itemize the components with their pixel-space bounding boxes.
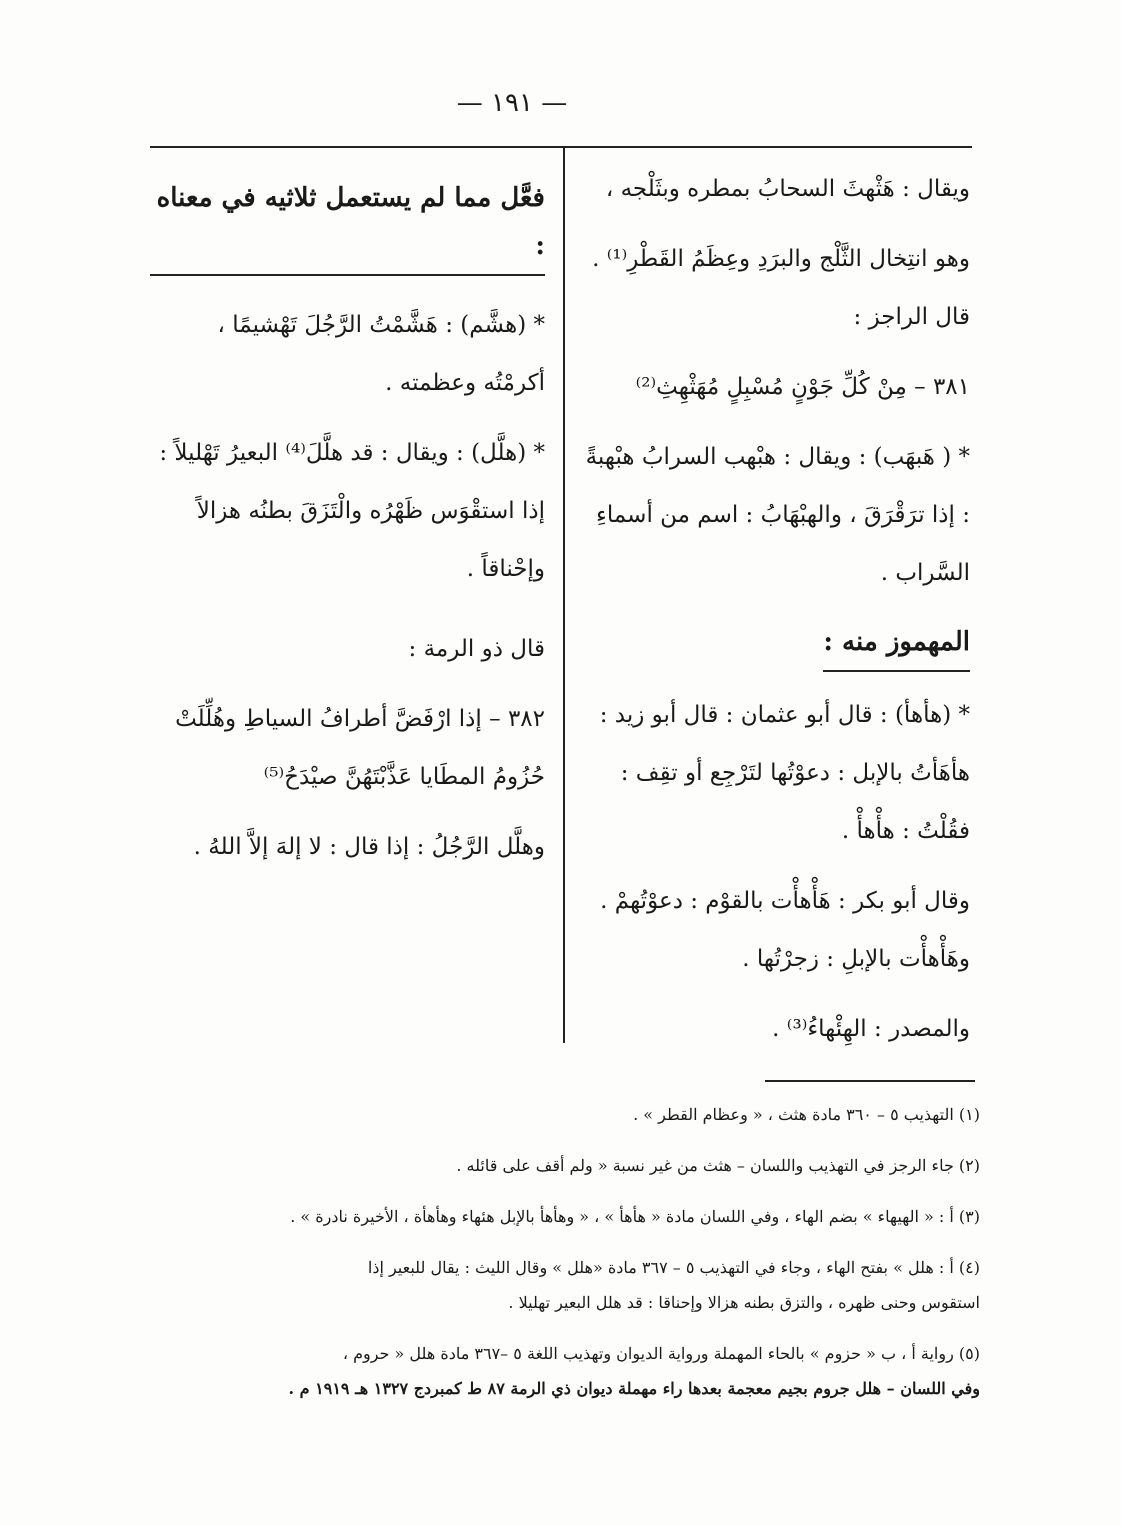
verse-381: ٣٨١ – مِنْ كُلِّ جَوْنٍ مُسْبِلٍ مُهَثْهِثِ⁽²⁾: [635, 374, 970, 400]
entry-hashsham: * (هشَّم) : هَشَّمْتُ الرَّجُلَ تَهْشيمًا ، أكرمْتُه وعظمته .: [217, 312, 545, 396]
entry-hahaa: * (هأهأ) : قال أبو عثمان : قال أبو زيد : هأهَأتُ بالإبل : دعوْتُها لتَرْجِع أو تقِف : فقُلْتُ : هأْهأْ .: [599, 702, 970, 844]
footnote: (٢) جاء الرجز في التهذيب واللسان – هثث من غير نسبة « ولم أقف على قائله .: [456, 1156, 980, 1175]
paragraph: وقال أبو بكر : هَأْهأْت بالقوْم : دعوْتُهمْ . وهَأْهأْت بالإبلِ : زجرْتُها .: [600, 888, 970, 972]
paragraph: والمصدر : الهِئْهاءُ⁽³⁾ .: [772, 1016, 970, 1042]
section-title-faaal: فعَّل مما لم يستعمل ثلاثيه في معناه :: [150, 174, 545, 276]
entry-habhab: * ( هَبهَب) : ويقال : هبْهب السرابُ هبْهبةً : إذا ترَقْرَقَ ، والهبْهَابُ : اسم من أسماءِ السَّراب .: [585, 444, 970, 586]
left-column: [150, 160, 545, 888]
paragraph: وهلَّل الرَّجُلُ : إذا قال : لا إلهَ إلاَّ اللهُ .: [193, 834, 545, 860]
column-divider: [563, 148, 565, 1043]
footnote-rule: [765, 1080, 975, 1082]
paragraph: قال ذو الرمة :: [408, 636, 545, 662]
paragraph: ويقال : هَثْهثَ السحابُ بمطره وبثَلْجه ،: [605, 176, 970, 202]
section-title-mahmuz: المهموز منه :: [823, 618, 970, 672]
entry-hallal: * (هلَّل) : ويقال : قد هلَّلَ⁽⁴⁾ البعيرُ تَهْليلاً : إذا استقْوَس ظَهْرُه والْتَزَقَ بطنُه هزالاً وإحْناقاً .: [159, 440, 545, 582]
footnote: (٥) رواية أ ، ب « حزوم » بالحاء المهملة ورواية الديوان وتهذيب اللغة ٥ –٣٦٧ مادة هلل « حروم ،: [342, 1344, 980, 1363]
footnote-continuation: استقوس وحنى ظهره ، والتزق بطنه هزالا وإحناقا : قد هلل البعير تهليلا .: [508, 1293, 980, 1312]
footnote: (١) التهذيب ٥ – ٣٦٠ مادة هثث ، « وعظام القطر » .: [633, 1105, 980, 1124]
footnotes: [140, 1098, 980, 1423]
footnote: (٤) أ : هلل » بفتح الهاء ، وجاء في التهذيب ٥ – ٣٦٧ مادة «هلل » وقال الليث : يقال للبعير إذا: [367, 1258, 980, 1277]
footnote: (٣) أ : « الهيهاء » بضم الهاء ، وفي اللسان مادة « هأهأ » ، « وهأهأ بالإبل هئهاء وهأهأة ، الأخيرة نادرة » .: [290, 1207, 980, 1226]
footnote-continuation: وفي اللسان – هلل جروم بجيم معجمة بعدها راء مهملة ديوان ذي الرمة ٨٧ ط كمبردج ١٣٢٧ هـ ١٩١٩ م .: [288, 1379, 980, 1398]
page-number: — ١٩١ —: [456, 88, 568, 118]
paragraph: وهو انتِخال الثَّلْج والبرَدِ وعِظَمُ القَطْرِ⁽¹⁾ . قال الراجز :: [592, 246, 970, 330]
verse-382: ٣٨٢ – إذا ارْفَضَّ أطرافُ السياطِ وهُلِّلَتْ حُزُومُ المطَايا عَذَّبْتَهُنَّ صيْدَحُ⁽⁵⁾: [175, 706, 545, 790]
header-rule: [150, 146, 972, 148]
right-column: [585, 160, 970, 1070]
